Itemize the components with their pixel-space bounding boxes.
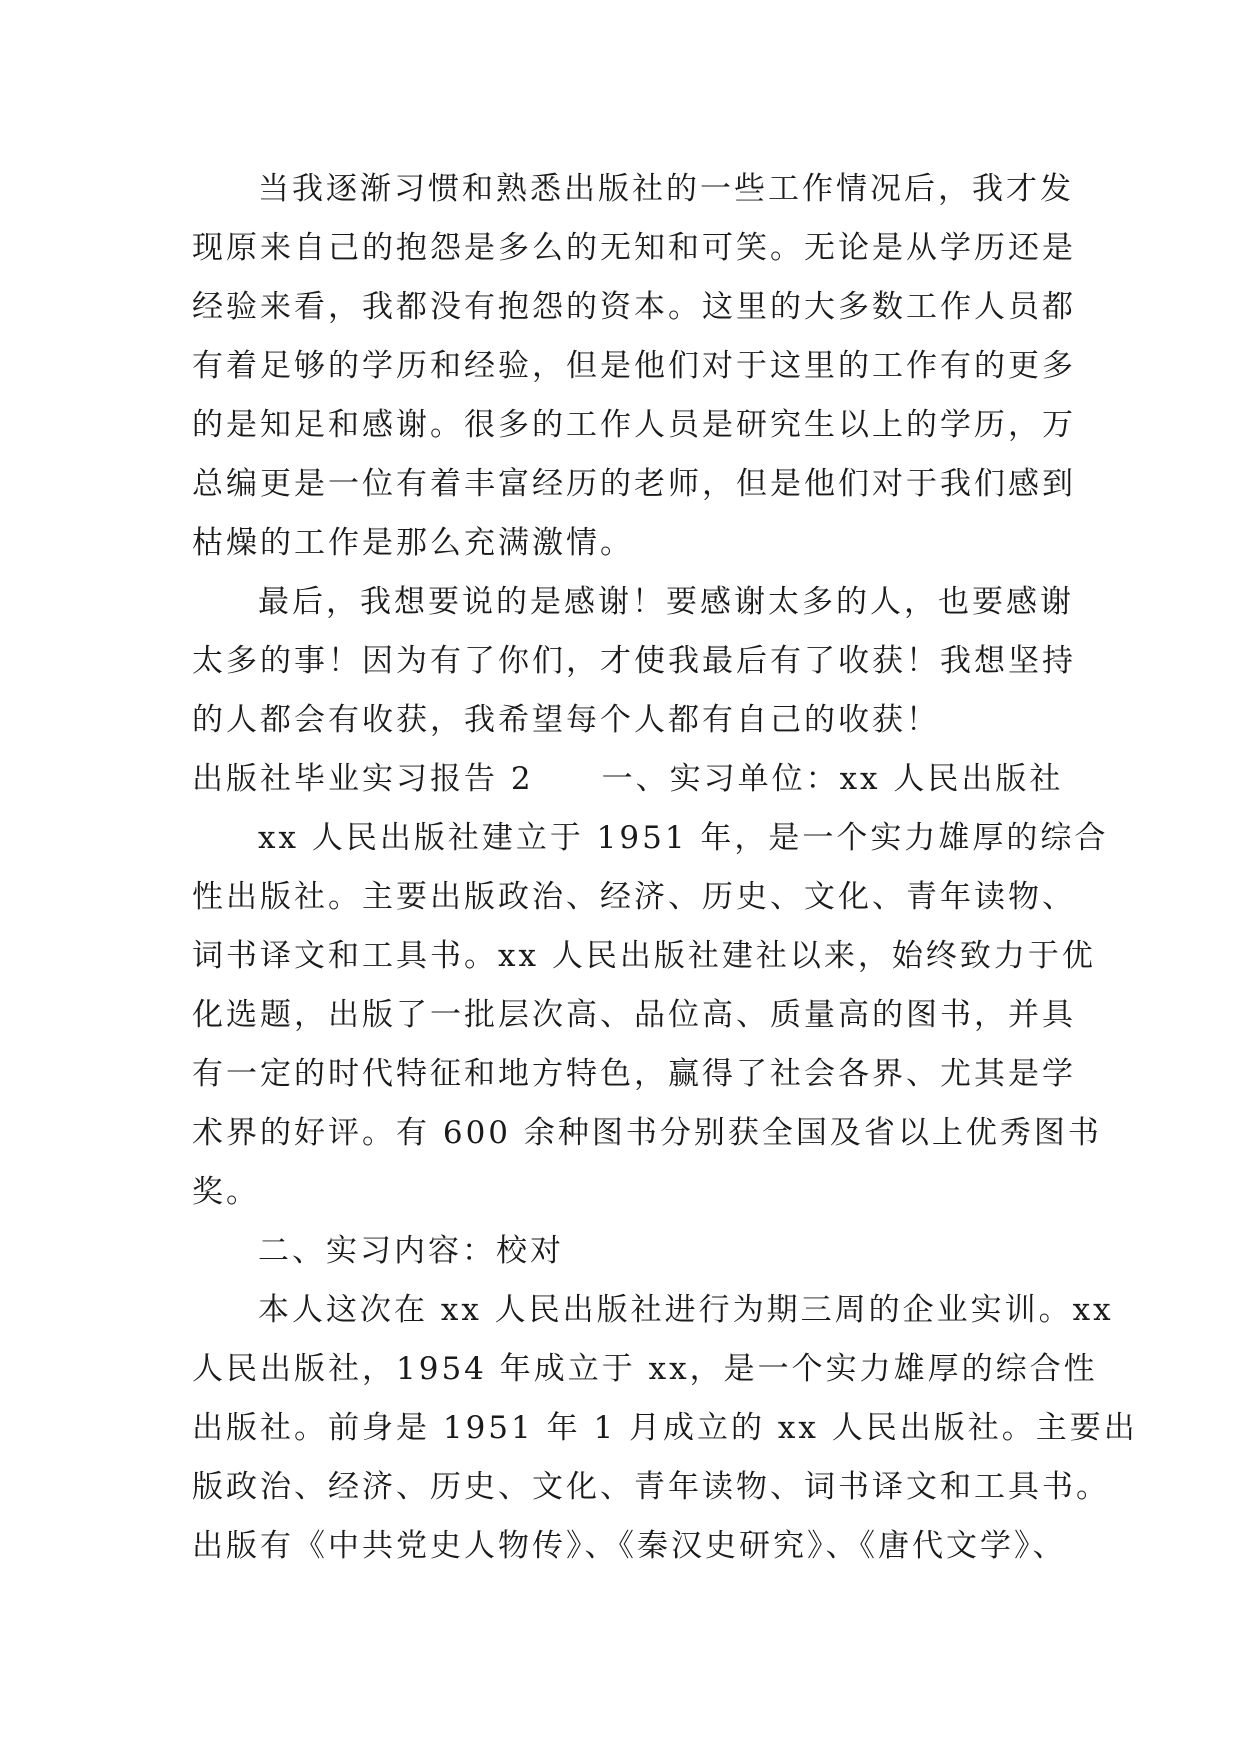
text-line: 最后，我想要说的是感谢！要感谢太多的人，也要感谢: [258, 584, 1074, 620]
text-line: 枯燥的工作是那么充满激情。: [192, 525, 634, 561]
text-line: 现原来自己的抱怨是多么的无知和可笑。无论是从学历还是: [192, 230, 1076, 266]
paragraph-2: [192, 573, 1076, 750]
text-line: 词书译文和工具书。xx 人民出版社建社以来，始终致力于优: [192, 938, 1096, 974]
text-line: 当我逐渐习惯和熟悉出版社的一些工作情况后，我才发: [258, 171, 1074, 207]
paragraph-1: [192, 160, 1076, 573]
text-line: 总编更是一位有着丰富经历的老师，但是他们对于我们感到: [192, 466, 1076, 502]
text-line: 化选题，出版了一批层次高、品位高、质量高的图书，并具: [192, 997, 1076, 1033]
report-heading-line: 出版社毕业实习报告 2 一、实习单位：xx 人民出版社: [192, 761, 1064, 797]
paragraph-4: [192, 1281, 1138, 1576]
text-line: 本人这次在 xx 人民出版社进行为期三周的企业实训。xx: [258, 1292, 1114, 1328]
text-line: 的人都会有收获，我希望每个人都有自己的收获！: [192, 702, 940, 738]
text-line: 人民出版社，1954 年成立于 xx，是一个实力雄厚的综合性: [192, 1351, 1098, 1387]
text-line: 出版社。前身是 1951 年 1 月成立的 xx 人民出版社。主要出: [192, 1410, 1138, 1446]
paragraph-3: [192, 809, 1109, 1222]
text-line: xx 人民出版社建立于 1951 年，是一个实力雄厚的综合: [258, 820, 1109, 856]
text-line: 太多的事！因为有了你们，才使我最后有了收获！我想坚持: [192, 643, 1076, 679]
text-line: 有一定的时代特征和地方特色，赢得了社会各界、尤其是学: [192, 1056, 1076, 1092]
text-line: 术界的好评。有 600 余种图书分别获全国及省以上优秀图书: [192, 1115, 1102, 1151]
text-line: 版政治、经济、历史、文化、青年读物、词书译文和工具书。: [192, 1469, 1110, 1505]
document-body: [192, 160, 1138, 1576]
text-line: 性出版社。主要出版政治、经济、历史、文化、青年读物、: [192, 879, 1076, 915]
text-line: 的是知足和感谢。很多的工作人员是研究生以上的学历，万: [192, 407, 1076, 443]
text-line: 奖。: [192, 1174, 260, 1210]
text-line: 经验来看，我都没有抱怨的资本。这里的大多数工作人员都: [192, 289, 1076, 325]
section-heading: 二、实习内容：校对: [258, 1233, 564, 1269]
text-line: 出版有《中共党史人物传》、《秦汉史研究》、《唐代文学》、: [192, 1528, 1067, 1564]
text-line: 有着足够的学历和经验，但是他们对于这里的工作有的更多: [192, 348, 1076, 384]
